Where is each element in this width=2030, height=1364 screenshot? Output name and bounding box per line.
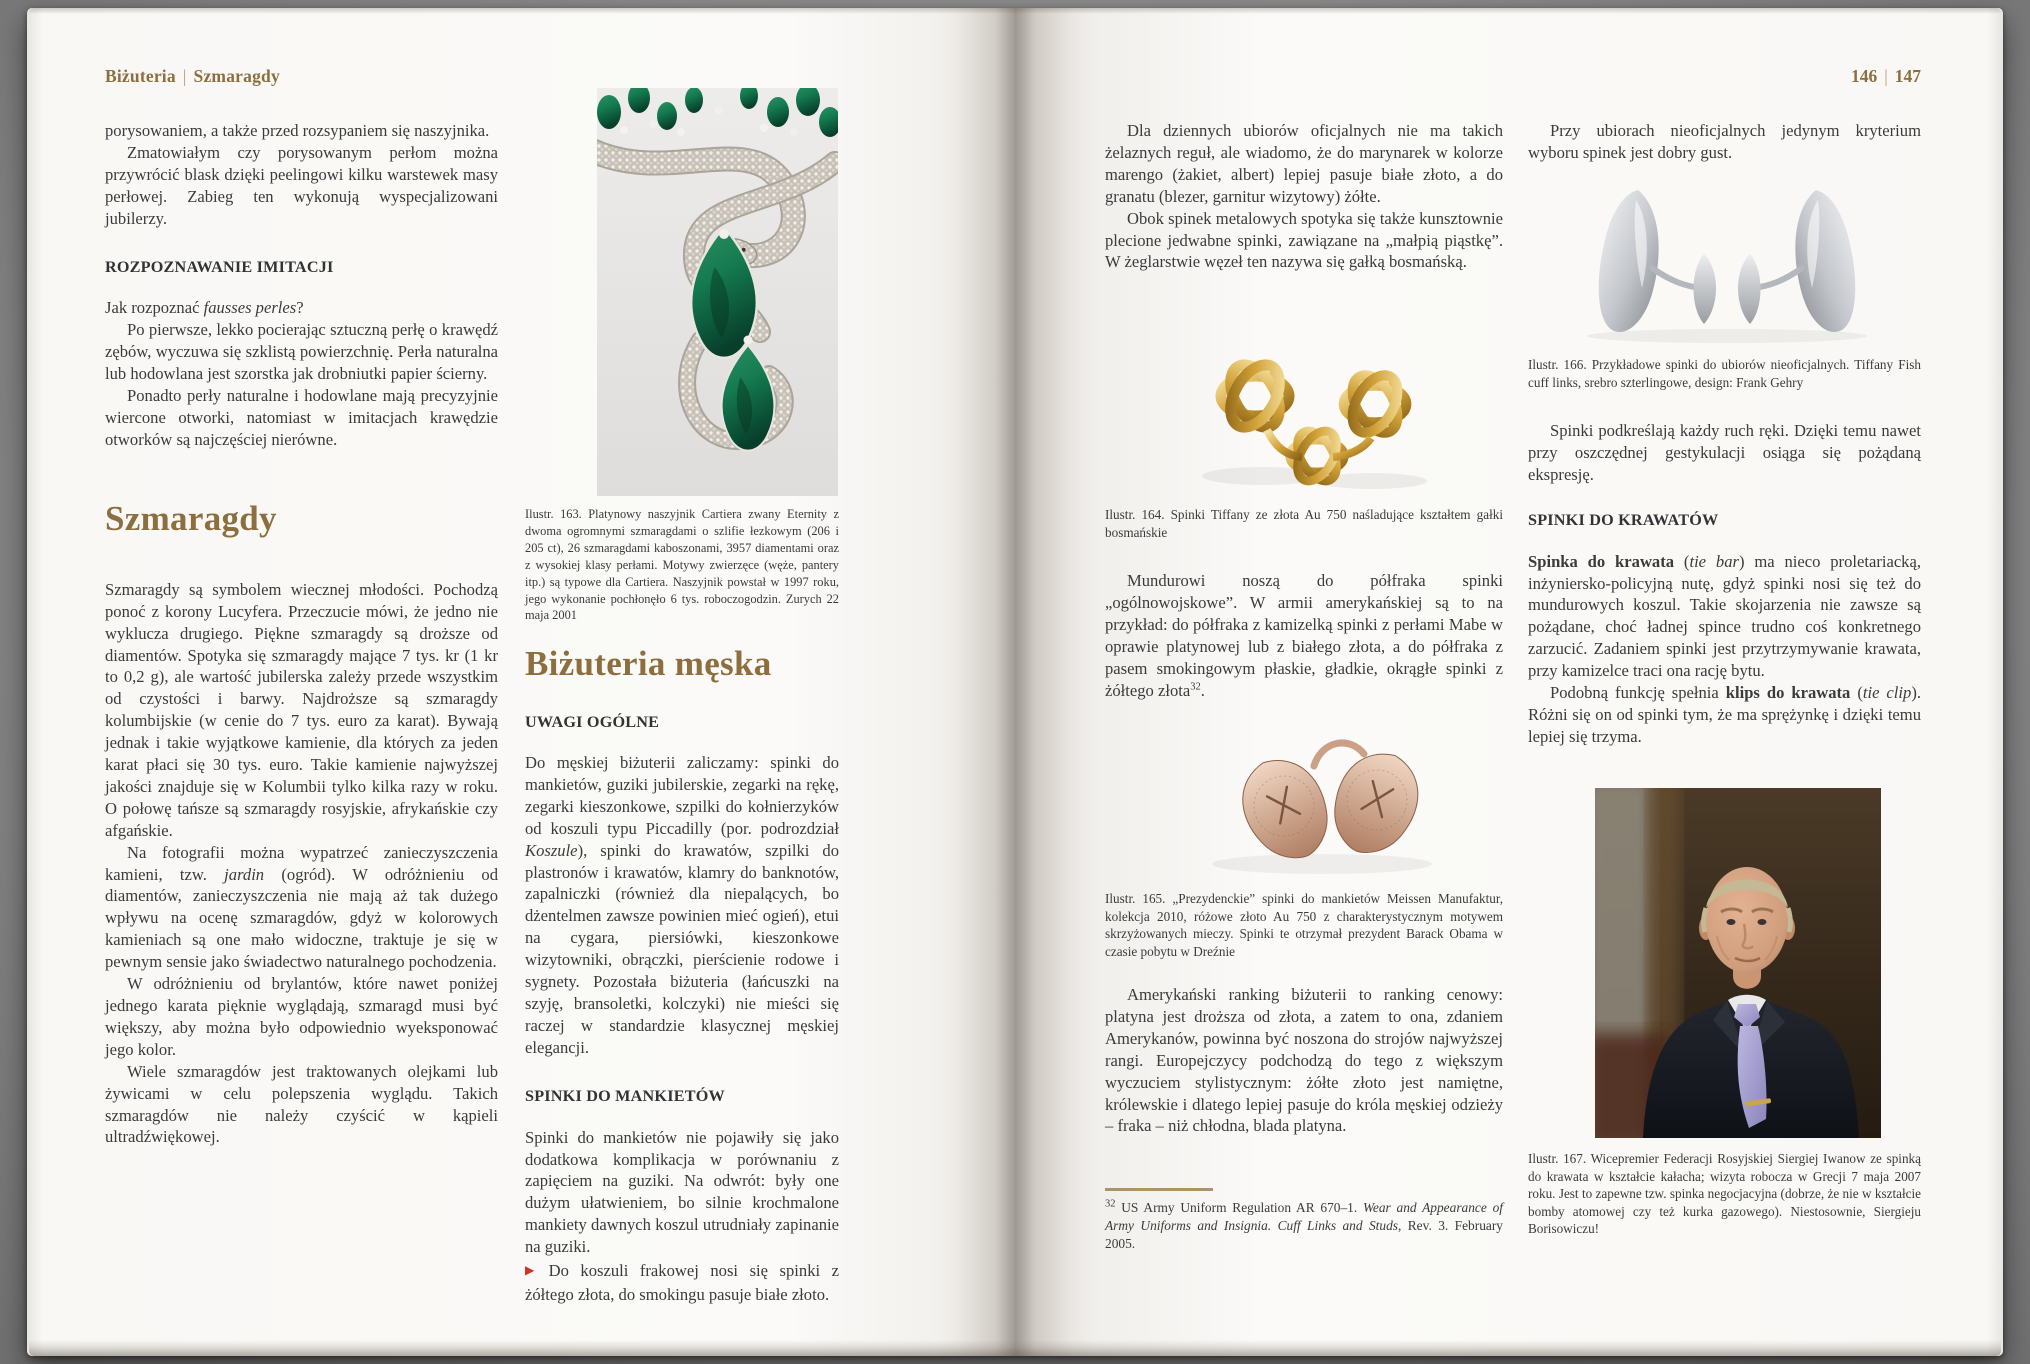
right-column-2-middle — [1528, 420, 1921, 748]
bullet-paragraph — [525, 1260, 839, 1306]
running-header — [105, 66, 280, 87]
page-number-separator: | — [1884, 66, 1888, 86]
figure-meissen-cufflinks-photo — [1172, 714, 1477, 882]
right-column-1-top — [1105, 120, 1503, 273]
bullet-arrow-icon: ▶ — [525, 1263, 542, 1278]
paragraph: Spinka do krawata (tie bar) ma nieco proletariacką, inżyniersko-policyjną nutę, gdyż spinki nosi się też do mundurowych koszul. Takie skojarzenia nie zawsze są pożądane, choć ładnej spince trudno coś konkretnego zarzucić. Zadaniem spinki jest przytrzymywanie krawata, przy kamizelce traci ona rację bytu. — [1528, 551, 1921, 681]
figure-caption-166: Ilustr. 166. Przykładowe spinki do ubiorów nieoficjalnych. Tiffany Fish cuff links, srebro szterlingowe, design: Frank Gehry — [1528, 357, 1921, 390]
section-heading-tiebars: SPINKI DO KRAWATÓW — [1528, 510, 1719, 529]
page-number-left: 146 — [1850, 66, 1878, 86]
bullet-text: Do koszuli frakowej nosi się spinki z żółtego złota, do smokingu pasuje białe złoto. — [525, 1261, 839, 1304]
paragraph: Do męskiej biżuterii zaliczamy: spinki do mankietów, guziki jubilerskie, zegarki na rękę, zegarki kieszonkowe, szpilki do kołnierzyków od koszuli typu Piccadilly (por. podrozdział Koszule), spinki do krawatów, szpilki do plastronów i krawatów, klamry do banknotów, zapalniczki (również dla niepalących, bo dżentelmen zawsze powinien mieć ogień), etui na cygara, piersiówki, kieszonkowe wizytowniki, obrączki, pierścienie rodowe i sygnety. Pozostała biżuteria (łańcuszki na szyję, bransoletki, kolczyki) nie mieści się raczej w standardzie klasycznej męskiej elegancji. — [525, 753, 839, 1057]
paragraph: Spinki podkreślają każdy ruch ręki. Dzięki temu nawet przy oszczędnej gestykulacji osiąga się pożądaną ekspresję. — [1528, 421, 1921, 484]
figure-caption-163: Ilustr. 163. Platynowy naszyjnik Cartiera zwany Eternity z dwoma ogromnymi szmaragdami o szlifie łezkowym (206 i 205 ct), 26 szmaragdami kaboszonami, 3957 diamentami oraz z wysokiej klasy perłami. Motywy zwierzęce (węże, pantery itp.) są typowe dla Cartiera. Naszyjnik powstał w 1997 roku, jego wykonanie pochłonęło 6 tys. roboczogodzin. Zurych 22 maja 2001 — [525, 507, 839, 623]
section-heading-cufflinks: SPINKI DO MANKIETÓW — [525, 1086, 725, 1105]
paragraph: W odróżnieniu od brylantów, które nawet poniżej jednego karata pięknie wyglądają, szmaragd musi być większy, aby można było odpowiednio wyeksponować jego kolor. — [105, 974, 498, 1059]
running-header-chapter: Szmaragdy — [193, 66, 280, 86]
figure-ivanov-photo — [1595, 788, 1881, 1138]
paragraph: Jak rozpoznać fausses perles? — [105, 298, 304, 318]
right-column-2-top — [1528, 120, 1921, 164]
section-heading-imitations: ROZPOZNAWANIE IMITACJI — [105, 257, 334, 276]
paragraph: Dla dziennych ubiorów oficjalnych nie ma takich żelaznych reguł, ale wiadomo, że do marynarek w kolorze marengo (żakiet, albert) lepiej pasuje białe złoto, a do granatu (blezer, garnitur wizytowy) żółte. — [1105, 121, 1503, 206]
paragraph: Przy ubiorach nieoficjalnych jedynym kryterium wyboru spinek jest dobry gust. — [1528, 121, 1921, 162]
page-number-right: 147 — [1894, 66, 1921, 86]
emerald-necklace-illustration — [597, 88, 838, 496]
figure-gold-knot-cufflinks-photo — [1167, 326, 1467, 498]
book-spread — [27, 8, 2003, 1356]
paragraph: Ponadto perły naturalne i hodowlane mają precyzyjnie wiercone otworki, natomiast w imitacjach krawędzie otworków są najczęściej nierówne. — [105, 386, 498, 449]
paragraph: Zmatowiałym czy porysowanym perłom można przywrócić blask dzięki peelingowi kilku warstewek masy perłowej. Zabieg ten wykonują wyspecjalizowani jubilerzy. — [105, 142, 498, 228]
gold-knot-cufflinks-illustration — [1167, 326, 1467, 498]
figure-emerald-necklace-photo — [597, 88, 838, 496]
page-numbers — [1528, 66, 1921, 87]
meissen-cufflinks-illustration — [1172, 714, 1477, 882]
paragraph: Po pierwsze, lekko pocierając sztuczną perłę o krawędź zębów, wyczuwa się szklistą powierzchnię. Perła naturalna lub hodowlana jest szorstka jak drobniutki papier ścierny. — [105, 320, 498, 384]
fish-cufflinks-illustration — [1552, 178, 1902, 346]
running-header-separator: | — [182, 66, 187, 86]
paragraph: Spinki do mankietów nie pojawiły się jako dodatkowa komplikacja w porównaniu z zapięciem na guziki. Na odwrót: były one dużym ułatwieniem, bo silnie krochmalone mankiety dawnych koszul utrudniały zapinanie na guziki. — [525, 1127, 839, 1257]
paragraph: Szmaragdy są symbolem wiecznej młodości. Pochodzą ponoć z korony Lucyfera. Przeczucie mówi, że jedno nie wyklucza drugiego. Piękne szmaragdy są droższe od diamentów. Spotyka się szmaragdy mające 7 tys. kr (1 kr to 0,2 g), ale wartość jubilerska zależy przede wszystkim od czystości i barwy. Najdroższe są szmaragdy kolumbijskie (w cenie do 7 tys. euro za karat). Bywają jednak i takie wyjątkowe kamienie, dla których za jeden karat płaci się 30 tys. euro. Takie kamienie najwyższej jakości znajduje się w Kolumbii tylko kilka razy w roku. O połowę tańsze są szmaragdy rosyjskie, afrykańskie czy afgańskie. — [105, 579, 498, 840]
paragraph: Podobną funkcję spełnia klips do krawata (tie clip). Różni się on od spinki tym, że ma sprężynkę i dzięki temu lepiej się trzyma. — [1528, 683, 1921, 746]
paragraph: Mundurowi noszą do półfraka spinki „ogólnowojskowe”. W armii amerykańskiej są to na przykład: do półfraka z kamizelką spinki z perłami Mabe w oprawie platynowej lub z białego złota, a do półfraka z pasem smokingowym płaskie, gładkie, okrągłe spinki z żółtego złota$^{32}$. — [1105, 571, 1503, 700]
figure-fish-cufflinks-photo — [1552, 178, 1902, 346]
footnote-text: $^{32}$ US Army Uniform Regulation AR 670–1. Wear and Appearance of Army Uniforms and Insignia. Cuff Links and Studs, Rev. 3. February 2005. — [1105, 1198, 1503, 1251]
footnote-rule — [1105, 1188, 1213, 1191]
paragraph: Wiele szmaragdów jest traktowanych olejkami lub żywicami w celu polepszenia wyglądu. Takich szmaragdów nie należy czyścić w kąpieli ultradźwiękowej. — [105, 1061, 498, 1147]
figure-caption-167: Ilustr. 167. Wicepremier Federacji Rosyjskiej Siergiej Iwanow ze spinką do krawata w kształcie kałacha; wizyta robocza w Grecji 7 maja 2007 roku. Jest to zapewne tzw. spinka negocjacyjna (dobrze, że nie w kształcie bomby atomowej czy też kurka gazowego). Niestosownie, Siergieju Borisowiczu! — [1528, 1151, 1921, 1237]
right-column-1-bottom — [1105, 984, 1503, 1137]
ivanov-portrait-illustration — [1595, 788, 1881, 1138]
paragraph: porysowaniem, a także przed rozsypaniem się naszyjnika. — [105, 121, 490, 140]
paragraph: Obok spinek metalowych spotyka się także kunsztownie plecione jedwabne spinki, zawiązane na „małpią piąstkę”. W żeglarstwie węzeł ten nazywa się gałką bosmańską. — [1105, 208, 1503, 272]
left-column-2 — [525, 644, 839, 1306]
figure-caption-164: Ilustr. 164. Spinki Tiffany ze złota Au 750 naśladujące kształtem gałki bosmańskie — [1105, 507, 1503, 540]
paragraph: Na fotografii można wypatrzeć zanieczyszczenia kamieni, tzw. jardin (ogród). W odróżnieniu od diamentów, zanieczyszczenia nie mają aż tak dużego wpływu na ocenę szmaragdów, gdyż w kolorowych kamieniach są one mało widoczne, traktuje je się w pewnym sensie jako świadectwo naturalnego pochodzenia. — [105, 842, 498, 972]
left-column-1 — [105, 120, 498, 1148]
figure-caption-165: Ilustr. 165. „Prezydenckie” spinki do mankietów Meissen Manufaktur, kolekcja 2010, różowe złoto Au 750 z charakterystycznym motywem skrzyżowanych mieczy. Spinki te otrzymał prezydent Barack Obama w czasie pobytu w Dreźnie — [1105, 891, 1503, 959]
chapter-heading-emeralds: Szmaragdy — [105, 498, 277, 538]
footnote-block — [1105, 1188, 1503, 1252]
section-heading-general: UWAGI OGÓLNE — [525, 713, 660, 731]
paragraph: Amerykański ranking biżuterii to ranking cenowy: platyna jest droższa od złota, a zatem to ona, zdaniem Amerykanów, powinna być noszona do strojów najwyższej rangi. Europejczycy podchodzą do tego z większym wyczuciem stylistycznym: żółte złoto jest namiętne, królewskie i dlatego lepiej pasuje do króla męskiej odzieży – fraka – niż chłodna, blada platyna. — [1105, 985, 1503, 1136]
running-header-book-part: Biżuteria — [105, 66, 176, 86]
right-column-1-middle — [1105, 570, 1503, 701]
chapter-heading-mens-jewelry: Biżuteria męska — [525, 644, 772, 683]
